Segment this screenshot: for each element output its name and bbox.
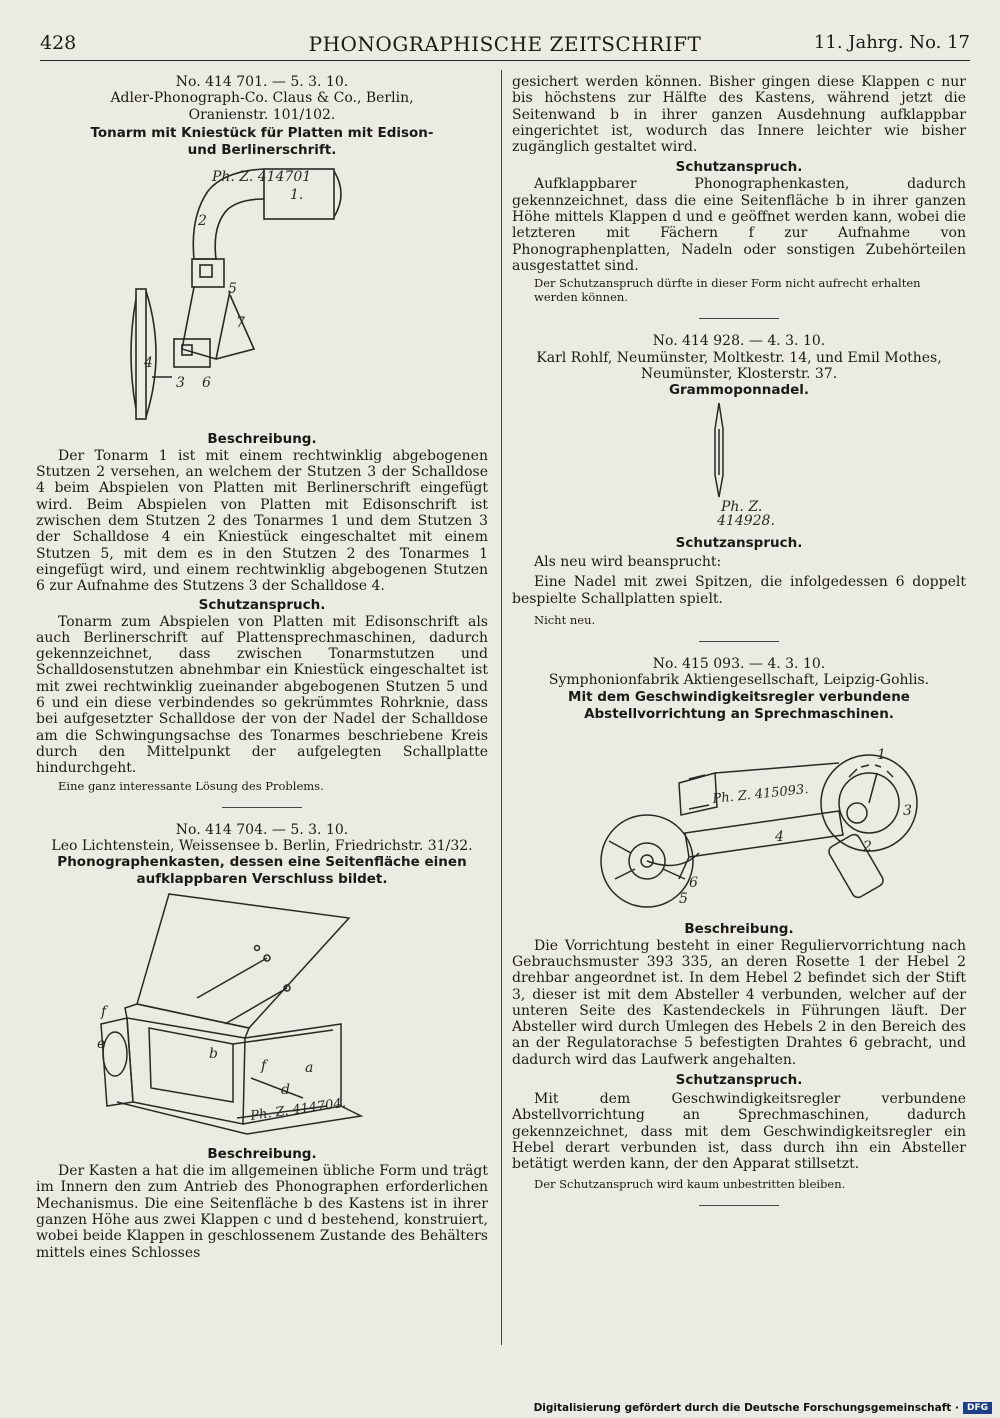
- page-header: [40, 30, 970, 61]
- section-rule: [699, 318, 779, 319]
- patent-applicant: Karl Rohlf, Neumünster, Moltkestr. 14, und Emil Mothes,: [536, 349, 942, 366]
- fig-num-5: 5: [228, 280, 237, 297]
- patent-number: No. 414 704. — 5. 3. 10.: [175, 821, 349, 838]
- patent-applicant: Adler-Phonograph-Co. Claus & Co., Berlin,: [110, 90, 414, 107]
- claim-intro: Als neu wird beansprucht:: [534, 554, 722, 571]
- fig-num-4: 4: [775, 828, 784, 845]
- section-rule: [222, 807, 302, 808]
- claim-text: Tonarm zum Abspielen von Platten mit Edisonschrift als auch Berlinerschrift auf Plattensprechmaschinen, dadurch gekennzeichnet, dass zwischen Tonarmstutzen und Schalldosenstutzen abnehmbar ein Kniestück eingeschaltet ist mit zwei rechtwinklig zueinander abgebogenen Stutzen 5 und 6 und ein diese verbindendes so gekrümmtes Rohrknie, dass bei aufgesetzter Schalldose der von der Nadel der Schalldose am die Schwingungsachse des Tonarmes beschriebene Kreis durch den Mittelpunkt der aufgelegten Schallplatte hindurchgeht.: [36, 613, 488, 777]
- fig-num-6: 6: [202, 374, 211, 391]
- patent-address: Oranienstr. 101/102.: [188, 106, 336, 123]
- section-rule: [699, 641, 779, 642]
- description-continued: gesichert werden können. Bisher gingen diese Klappen c nur bis höchstens zur Hälfte des Kastens, während jetzt die Seitenwand b in ihrer ganzen Ausdehnung aufklappbar eingerichtet ist, wodurch das Innere leichter wie bisher zugänglich gestaltet wird.: [512, 74, 966, 156]
- claim-text: Eine Nadel mit zwei Spitzen, die infolgedessen 6 doppelt bespielte Schallplatten spielt.: [512, 574, 966, 607]
- description-text: Die Vorrichtung besteht in einer Reguliervorrichtung nach Gebrauchsmuster 393 335, an deren Rosette 1 der Hebel 2 drehbar angeordnet ist. In dem Hebel 2 befindet sich der Stift 3, dieser ist mit dem Absteller 4 verbunden, welcher auf der unteren Seite des Kastendeckels in Führungen läuft. Der Absteller wird durch Umlegen des Hebels 2 in den Bereich des an der Regulatorachse 5 befestigten Drahtes 6 gebracht, und dadurch wird das Laufwerk angehalten.: [512, 937, 966, 1068]
- dfg-logo: DFG: [963, 1402, 992, 1414]
- journal-title: PHONOGRAPHISCHE ZEITSCHRIFT: [308, 32, 702, 56]
- claim-heading: Schutzanspruch.: [675, 535, 803, 552]
- phonograph-box-figure: [97, 888, 427, 1136]
- editor-note: Nicht neu.: [534, 613, 596, 628]
- claim-heading: Schutzanspruch.: [675, 1072, 803, 1089]
- issue-label: 11. Jahrg. No. 17: [813, 32, 970, 53]
- claim-text: Aufklappbarer Phonographenkasten, dadurch gekennzeichnet, dass die eine Seitenfläche b in ihrer ganzen Höhe mittels Klappen d und e geöffnet werden kann, wobei die letzteren mit Fächern f zur Aufnahme von Phonographenplatten, Nadeln oder sonstigen Zubehörteilen ausgestattet sind.: [512, 176, 966, 274]
- patent-applicant: Leo Lichtenstein, Weissensee b. Berlin, Friedrichstr. 31/32.: [51, 837, 473, 854]
- patent-title: Mit dem Geschwindigkeitsregler verbundene Abstellvorrichtung an Sprechmaschinen.: [568, 688, 910, 722]
- fig-num-2: 2: [863, 838, 872, 855]
- patent-applicant: Symphonionfabrik Aktiengesellschaft, Leipzig-Gohlis.: [548, 672, 930, 689]
- fig-letter-f: f: [101, 1004, 107, 1021]
- section-rule: [699, 1205, 779, 1206]
- editor-note: Eine ganz interessante Lösung des Problems.: [58, 778, 324, 793]
- fig-letter-e: e: [97, 1036, 106, 1053]
- claim-text: Mit dem Geschwindigkeitsregler verbundene Abstellvorrichtung an Sprechmaschinen, dadurch gekennzeichnet, dass mit dem Geschwindigkeitsregler ein Hebel derart verbunden ist, dass durch ihn ein Absteller betätigt werden kann, der den Apparat stillsetzt.: [512, 1091, 966, 1173]
- editor-note: Der Schutzanspruch wird kaum unbestritten bleiben.: [534, 1176, 846, 1191]
- claim-heading: Schutzanspruch.: [198, 596, 326, 613]
- description-heading: Beschreibung.: [207, 430, 317, 447]
- footer-text: Digitalisierung gefördert durch die Deutsche Forschungsgemeinschaft ·: [533, 1402, 959, 1414]
- patent-number: No. 414 701. — 5. 3. 10.: [175, 74, 349, 90]
- patent-title: Grammoponnadel.: [668, 382, 810, 399]
- fig-num-3: 3: [176, 374, 185, 391]
- fig-label-2: 414928.: [717, 513, 775, 530]
- fig-label: Ph. Z. 415093.: [711, 781, 810, 807]
- description-heading: Beschreibung.: [684, 920, 794, 937]
- editor-note: Der Schutzanspruch dürfte in dieser Form nicht aufrecht erhalten werden können.: [534, 276, 921, 305]
- fig-num-3: 3: [903, 802, 912, 819]
- fig-label-1: Ph. Z.: [721, 499, 763, 516]
- fig-num-1: 1: [877, 746, 886, 763]
- patent-number: No. 415 093. — 4. 3. 10.: [652, 656, 826, 673]
- fig-letter-d: d: [281, 1082, 290, 1099]
- fig-num-5: 5: [679, 890, 688, 907]
- fig-label: Ph. Z. 414704.: [249, 1095, 347, 1125]
- fig-num-4: 4: [144, 354, 153, 371]
- tonearm-figure: [112, 159, 412, 421]
- patent-title: Tonarm mit Kniestück für Platten mit Edison- und Berlinerschrift.: [90, 124, 434, 158]
- patent-number: No. 414 928. — 4. 3. 10.: [652, 333, 826, 350]
- patent-title: Phonographenkasten, dessen eine Seitenfläche einen aufklappbaren Verschluss bildet.: [57, 854, 467, 888]
- patent-address: Neumünster, Klosterstr. 37.: [640, 365, 838, 382]
- digitization-footer: [534, 1402, 992, 1414]
- description-text: Der Tonarm 1 ist mit einem rechtwinklig abgebogenen Stutzen 2 versehen, an welchem der Stutzen 3 der Schalldose 4 beim Abspielen von Platten mit Berlinerschrift eingefügt wird. Beim Abspielen von Platten mit Edisonschrift ist zwischen dem Stutzen 2 des Tonarmes 1 und dem Stutzen 3 der Schalldose 4 ein Kniestück eingeschaltet mit einem Stutzen 5, mit dem es in den Stutzen 2 des Tonarmes 1 eingefügt wird, und einem rechtwinklig abgebogenen Stutzen 6 zur Aufnahme des Stutzens 3 der Schalldose 4.: [36, 447, 488, 595]
- fig-label: Ph. Z. 414701: [212, 168, 312, 185]
- fig-letter-b: b: [209, 1046, 218, 1063]
- right-column: [512, 74, 966, 1220]
- left-column: [36, 74, 488, 1261]
- description-heading: Beschreibung.: [207, 1146, 317, 1163]
- claim-heading: Schutzanspruch.: [675, 159, 803, 176]
- page-number: 428: [40, 32, 77, 54]
- fig-num-2: 2: [198, 212, 207, 229]
- fig-num-1: 1.: [290, 186, 304, 203]
- fig-letter-a: a: [305, 1060, 314, 1077]
- needle-figure: [679, 399, 799, 529]
- description-text: Der Kasten a hat die im allgemeinen übliche Form und trägt im Innern den zum Antrieb des Phonographen erforderlichen Mechanismus. Die eine Seitenfläche b des Kastens ist in ihrer ganzen Höhe aus zwei Klappen c und d bestehend, konstruiert, wobei beide Klappen in geschlossenem Zustande des Behälters mittels eines Schlosses: [36, 1163, 488, 1261]
- regulator-figure: [539, 723, 939, 909]
- column-divider: [501, 70, 502, 1345]
- fig-num-6: 6: [689, 874, 698, 891]
- fig-num-7: 7: [236, 314, 245, 331]
- fig-letter-f2: f: [261, 1058, 267, 1075]
